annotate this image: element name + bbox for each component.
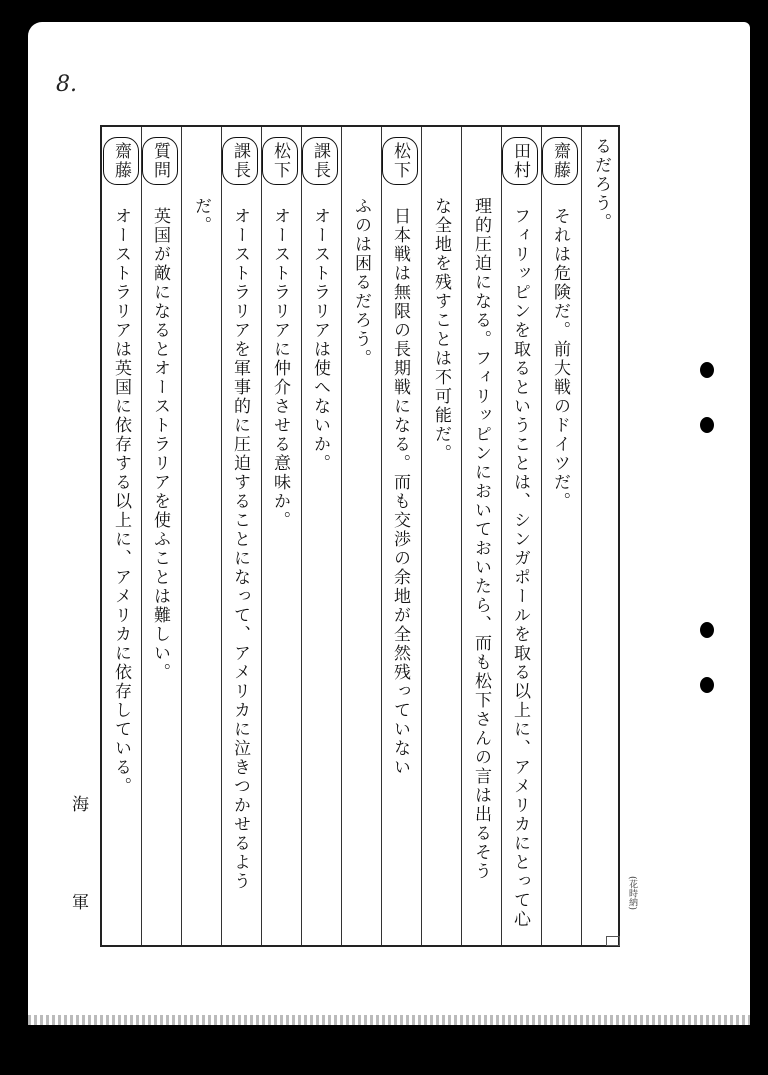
manuscript-grid (100, 125, 620, 947)
column-12: 質問 英国が敵になるとオーストラリアを使ふことは難しい。 (144, 137, 178, 682)
binding-hole (700, 417, 714, 433)
column-2: 齋藤 それは危険だ。前大戦のドイツだ。 (544, 137, 578, 511)
column-10: 課長 オーストラリアを軍事的に圧迫することになって、アメリカに泣きつかせるよう (224, 137, 258, 891)
speaker-label: 松下 (382, 137, 418, 185)
column-5: な全地を残すことは不可能だ。 (431, 197, 451, 463)
speaker-label: 松下 (262, 137, 298, 185)
binding-hole (700, 362, 714, 378)
speaker-label: 齋藤 (542, 137, 578, 185)
column-7: ふのは困るだろう。 (351, 197, 371, 368)
column-1: るだろう。 (591, 137, 611, 232)
column-8: 課長 オーストラリアは使へないか。 (304, 137, 338, 473)
speaker-label: 課長 (302, 137, 338, 185)
column-6: 松下 日本戦は無限の長期戦になる。而も交渉の余地が全然残っていない (384, 137, 418, 777)
speaker-label: 質問 (142, 137, 178, 185)
column-11: だ。 (191, 197, 211, 235)
column-4: 理的圧迫になる。フィリッピンにおいておいたら、而も松下さんの言は出るそう (471, 197, 491, 881)
side-mark-top: 海 (72, 795, 89, 815)
speaker-label: 齋藤 (103, 137, 139, 185)
page-bottom-edge (28, 1015, 750, 1025)
speaker-label: 課長 (222, 137, 258, 185)
binding-hole (700, 677, 714, 693)
side-mark-bottom: 軍 (72, 893, 89, 913)
paper-stamp: (花時納) (627, 876, 637, 911)
binding-hole (700, 622, 714, 638)
column-3: 田村 フィリッピンを取るということは、シンガポールを取る以上に、アメリカにとって心 (504, 137, 538, 929)
grid-corner-mark (606, 936, 620, 946)
column-9: 松下 オーストラリアに仲介させる意味か。 (264, 137, 298, 530)
speaker-label: 田村 (502, 137, 538, 185)
page-number: 8. (56, 72, 77, 97)
column-13: 齋藤 オーストラリアは英国に依存する以上に、アメリカに依存している。 (105, 137, 139, 796)
